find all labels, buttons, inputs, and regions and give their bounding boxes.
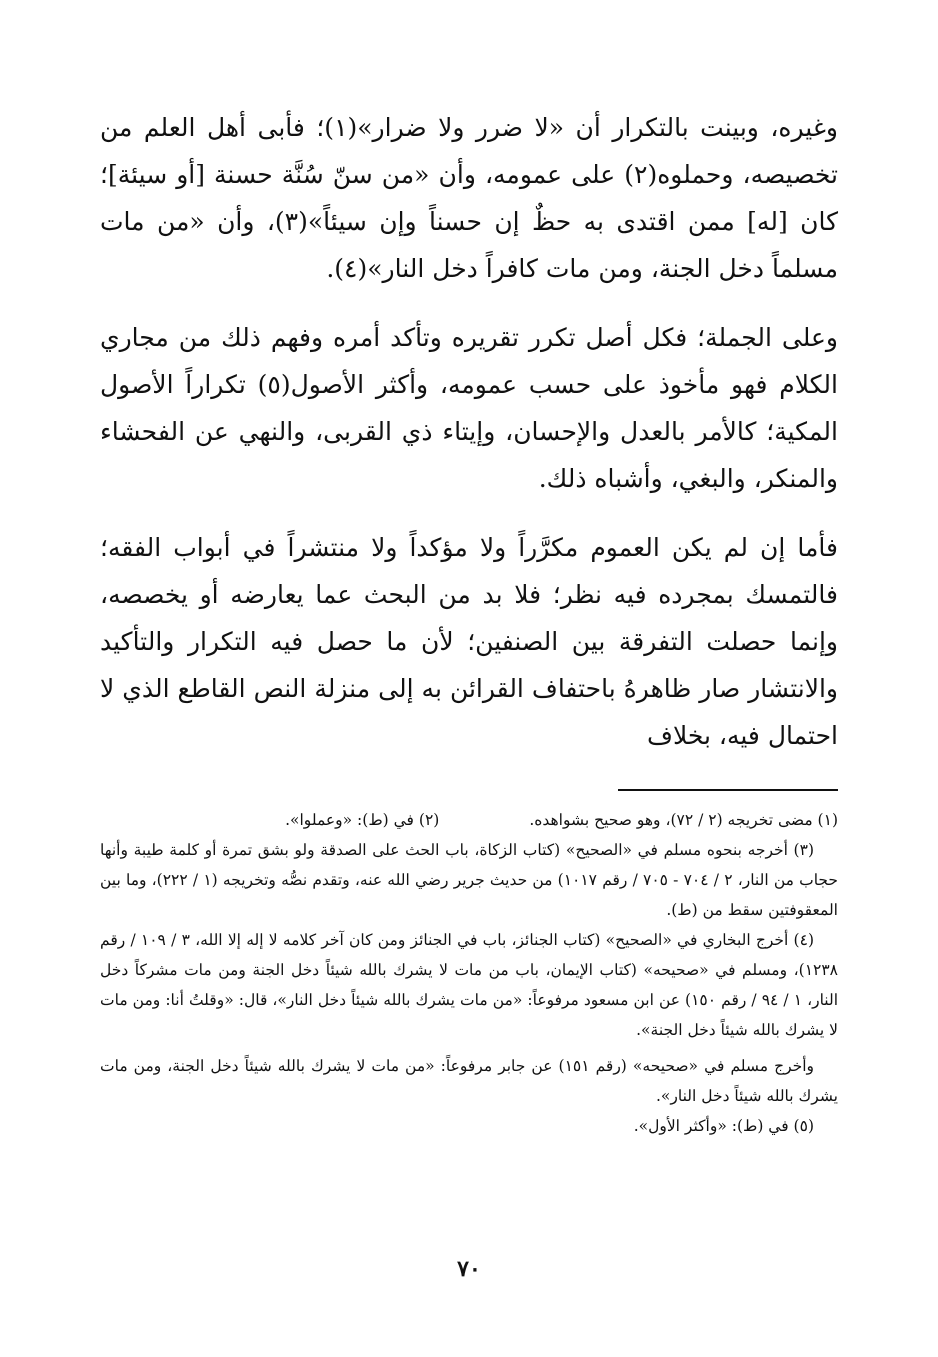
- footnote-4-continued: وأخرج مسلم في «صحيحه» (رقم ١٥١) عن جابر مرفوعاً: «من مات لا يشرك بالله شيئاً دخل الجنة، ومن مات يشرك بالله شيئاً دخل النار».: [100, 1057, 838, 1105]
- main-paragraph: وغيره، وبينت بالتكرار أن «لا ضرر ولا ضرار»(١)؛ فأبى أهل العلم من تخصيصه، وحملوه(٢) على عمومه، وأن «من سنّ سُنَّة حسنة [أو سيئة]؛ كان [له] ممن اقتدى به حظٌ إن حسناً وإن سيئاً»(٣)، وأن «من مات مسلماً دخل الجنة، ومن مات كافراً دخل النار»(٤).: [100, 113, 838, 283]
- page-number: ٧٠: [457, 1256, 481, 1282]
- footnote-row-1-2: [100, 805, 838, 835]
- footnote-2: (٢) في (ط): «وعملوا».: [285, 811, 440, 829]
- main-paragraph: وعلى الجملة؛ فكل أصل تكرر تقريره وتأكد أمره وفهم ذلك من مجاري الكلام فهو مأخوذ على حسب عمومه، وأكثر الأصول(٥) تكراراً الأصول المكية؛ كالأمر بالعدل والإحسان، وإيتاء ذي القربى، والنهي عن الفحشاء والمنكر، والبغي، وأشباه ذلك.: [100, 323, 838, 493]
- footnote-4: (٤) أخرج البخاري في «الصحيح» (كتاب الجنائز، باب في الجنائز ومن كان آخر كلامه لا إله إلا الله، ٣ / ١٠٩ / رقم ١٢٣٨)، ومسلم في «صحيحه» (كتاب الإيمان، باب من مات لا يشرك بالله شيئاً دخل الجنة ومن مات مشركاً دخل النار، ١ / ٩٤ / رقم ١٥٠) عن ابن مسعود مرفوعاً: «من مات يشرك بالله شيئاً دخل النار»، قال: «وقلتُ أنا: ومن مات لا يشرك بالله شيئاً دخل الجنة».: [100, 931, 839, 1039]
- book-page: [100, 104, 838, 1284]
- main-paragraph: فأما إن لم يكن العموم مكرَّراً ولا مؤكداً ولا منتشراً في أبواب الفقه؛ فالتمسك بمجرده فيه نظر؛ فلا بد من البحث عما يعارضه أو يخصصه، وإنما حصلت التفرقة بين الصنفين؛ لأن ما حصل فيه التكرار والتأكيد والانتشار صار ظاهرهُ باحتفاف القرائن به إلى منزلة النص القاطع الذي لا احتمال فيه، بخلاف: [100, 533, 838, 750]
- footnote-5: (٥) في (ط): «وأكثر الأول».: [633, 1117, 814, 1135]
- footnote-3: (٣) أخرجه بنحوه مسلم في «الصحيح» (كتاب الزكاة، باب الحث على الصدقة ولو بشق تمرة أو كلمة طيبة وأنها حجاب من النار، ٢ / ٧٠٤ - ٧٠٥ / رقم ١٠١٧) من حديث جرير رضي الله عنه، وتقدم نصُّه وتخريجه (١ / ٢٢٢)، وما بين المعقوفتين سقط من (ط).: [100, 841, 839, 919]
- footnotes: [100, 805, 838, 1141]
- footnote-1: (١) مضى تخريجه (٢ / ٧٢)، وهو صحيح بشواهده.: [529, 811, 838, 829]
- footnote-divider: [618, 789, 838, 791]
- main-text-body: [100, 104, 838, 759]
